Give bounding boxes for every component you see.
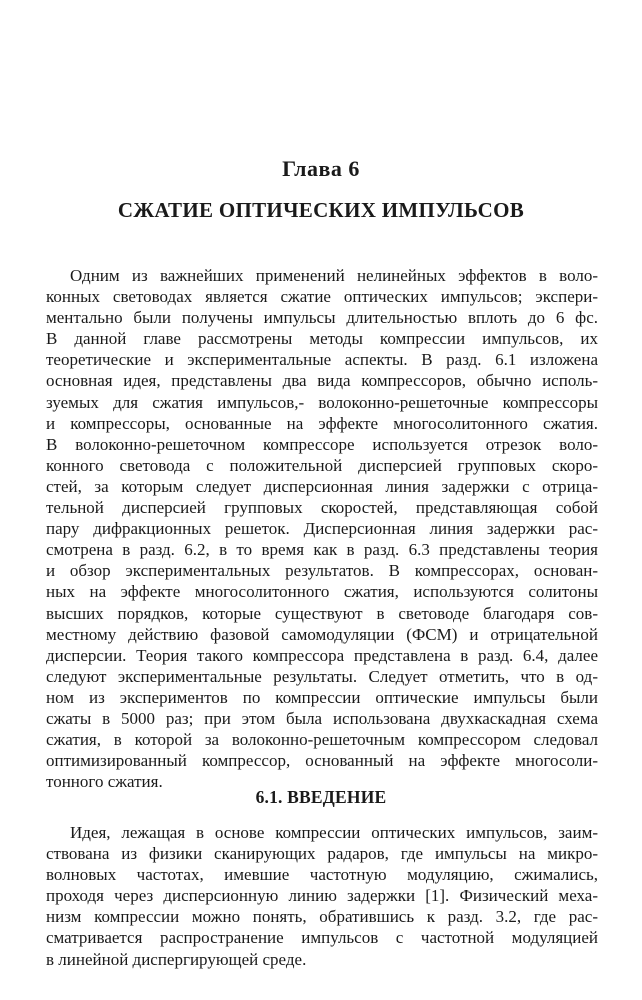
text-line: Идея, лежащая в основе компрессии оптических импульсов, заим-	[70, 823, 598, 842]
text-line: В волоконно-решеточном компрессоре используется отрезок воло-	[46, 434, 598, 454]
text-line: В данной главе рассмотрены методы компрессии импульсов, их	[46, 329, 598, 349]
text-line: Одним из важнейших применений нелинейных эффектов в воло-	[70, 266, 598, 285]
intro-paragraph	[46, 265, 598, 792]
text-line: сматривается распространение импульсов с частотной модуляцией	[46, 928, 598, 948]
text-line: низм компрессии можно понять, обратившись к разд. 3.2, где рас-	[46, 907, 598, 927]
text-line: стей, за которым следует дисперсионная линия задержки с отрица-	[46, 476, 598, 496]
text-line: дисперсии. Теория такого компрессора представлена в разд. 6.4, далее	[46, 645, 598, 665]
text-line: теоретические и экспериментальные аспекты. В разд. 6.1 изложена	[46, 350, 598, 370]
text-line: сжатия, в которой за волоконно-решеточным компрессором следовал	[46, 730, 598, 750]
text-line: в линейной диспергирующей среде.	[46, 949, 307, 969]
text-line: оптимизированный компрессор, основанный на эффекте многосоли-	[46, 751, 598, 771]
text-line: и компрессоры, основанные на эффекте многосолитонного сжатия.	[46, 413, 598, 433]
text-line: тонного сжатия.	[46, 772, 163, 792]
text-line: местному действию фазовой самомодуляции (ФСМ) и отрицательной	[46, 624, 598, 644]
text-line: смотрена в разд. 6.2, в то время как в разд. 6.3 представлены теория	[46, 540, 598, 560]
text-line: зуемых для сжатия импульсов,- волоконно-решеточные компрессоры	[46, 392, 598, 412]
chapter-number: Глава 6	[282, 156, 360, 181]
section-heading: 6.1. ВВЕДЕНИЕ	[255, 787, 387, 807]
text-line: ном из экспериментов по компрессии оптические импульсы были	[46, 687, 598, 707]
text-line: ствована из физики сканирующих радаров, где импульсы на микро-	[46, 844, 598, 864]
text-line: ных на эффекте многосолитонного сжатия, используются солитоны	[46, 582, 598, 602]
text-line: сжаты в 5000 раз; при этом была использована двухкаскадная схема	[46, 708, 598, 728]
text-line: волновых частотах, имевшие частотную модуляцию, сжимались,	[46, 865, 598, 885]
text-line: высших порядков, которые существуют в световоде благодаря сов-	[46, 603, 598, 623]
text-line: проходя через дисперсионную линию задержки [1]. Физический меха-	[46, 886, 598, 906]
text-line: конного световода с положительной дисперсией групповых скоро-	[46, 455, 598, 475]
text-line: конных световодах является сжатие оптических импульсов; экспери-	[46, 287, 598, 307]
chapter-title: СЖАТИЕ ОПТИЧЕСКИХ ИМПУЛЬСОВ	[117, 198, 525, 222]
text-line: ментально были получены импульсы длительностью вплоть до 6 фс.	[46, 308, 598, 328]
text-line: и обзор экспериментальных результатов. В компрессорах, основан-	[46, 561, 598, 581]
text-line: основная идея, представлены два вида компрессоров, обычно исполь-	[46, 371, 598, 391]
section-paragraph	[46, 822, 598, 970]
text-line: следуют экспериментальные результаты. Следует отметить, что в од-	[46, 666, 598, 686]
text-line: тельной дисперсией групповых скоростей, представляющая собой	[46, 498, 598, 518]
text-line: пару дифракционных решеток. Дисперсионная линия задержки рас-	[46, 519, 598, 539]
